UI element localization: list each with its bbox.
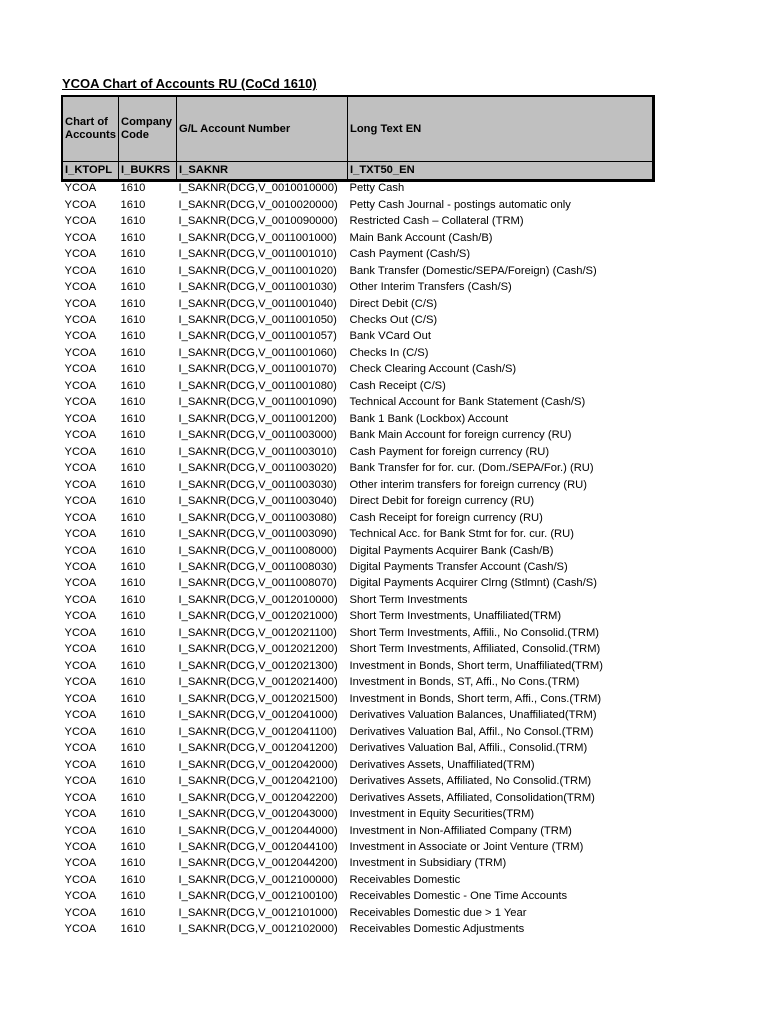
- cell-long-text: Investment in Bonds, Short term, Affi., Cons.(TRM): [349, 692, 602, 705]
- table-row: [63, 394, 653, 410]
- cell-gl-account: I_SAKNR(DCG,V_0012043000): [178, 808, 338, 821]
- cell-long-text: Derivatives Valuation Balances, Unaffiliated(TRM): [349, 709, 597, 722]
- cell-long-text: Direct Debit for foreign currency (RU): [349, 495, 535, 508]
- cell-gl-account: I_SAKNR(DCG,V_0011003020): [178, 462, 337, 475]
- cell-gl-account: I_SAKNR(DCG,V_0012021300): [178, 659, 338, 672]
- cell-long-text: Short Term Investments, Affiliated, Consolid.(TRM): [349, 643, 601, 656]
- cell-company-code: 1610: [120, 709, 146, 722]
- cell-gl-account: I_SAKNR(DCG,V_0012044100): [178, 840, 338, 853]
- table-row: [63, 888, 653, 904]
- cell-chart-of-accounts: YCOA: [64, 198, 97, 211]
- cell-long-text: Bank Transfer (Domestic/SEPA/Foreign) (Cash/S): [349, 264, 597, 277]
- table-row: [63, 542, 653, 558]
- cell-company-code: 1610: [120, 626, 146, 639]
- table-row: [63, 509, 653, 525]
- cell-company-code: 1610: [120, 182, 146, 195]
- table-row: [63, 526, 653, 542]
- cell-long-text: Other interim transfers for foreign currency (RU): [349, 478, 587, 491]
- cell-long-text: Checks In (C/S): [349, 346, 429, 359]
- cell-long-text: Digital Payments Transfer Account (Cash/S): [349, 561, 568, 574]
- field-ktopl: I_KTOPL: [63, 162, 119, 180]
- table-body: [63, 180, 653, 938]
- table-row: [63, 444, 653, 460]
- table-row: [63, 213, 653, 229]
- cell-company-code: 1610: [120, 873, 146, 886]
- cell-chart-of-accounts: YCOA: [64, 462, 97, 475]
- table-row: [63, 773, 653, 789]
- cell-chart-of-accounts: YCOA: [64, 626, 97, 639]
- cell-chart-of-accounts: YCOA: [64, 396, 97, 409]
- table-row: [63, 460, 653, 476]
- cell-long-text: Bank VCard Out: [349, 330, 431, 343]
- cell-long-text: Digital Payments Acquirer Bank (Cash/B): [349, 544, 554, 557]
- cell-company-code: 1610: [120, 840, 146, 853]
- table-row: [63, 345, 653, 361]
- table-row: [63, 328, 653, 344]
- cell-gl-account: I_SAKNR(DCG,V_0011003080): [178, 511, 337, 524]
- cell-company-code: 1610: [120, 528, 146, 541]
- cell-gl-account: I_SAKNR(DCG,V_0012041000): [178, 709, 338, 722]
- cell-company-code: 1610: [120, 561, 146, 574]
- table-row: [63, 229, 653, 245]
- cell-chart-of-accounts: YCOA: [64, 313, 97, 326]
- column-header-row: [63, 97, 653, 162]
- cell-long-text: Receivables Domestic - One Time Accounts: [349, 890, 568, 903]
- accounts-table: [62, 96, 653, 938]
- table-row: [63, 905, 653, 921]
- cell-gl-account: I_SAKNR(DCG,V_0012044200): [178, 857, 338, 870]
- cell-chart-of-accounts: YCOA: [64, 264, 97, 277]
- cell-gl-account: I_SAKNR(DCG,V_0011001040): [178, 297, 337, 310]
- table-row: [63, 427, 653, 443]
- table-row: [63, 822, 653, 838]
- cell-chart-of-accounts: YCOA: [64, 412, 97, 425]
- table-row: [63, 295, 653, 311]
- cell-long-text: Investment in Bonds, Short term, Unaffiliated(TRM): [349, 659, 603, 672]
- cell-gl-account: I_SAKNR(DCG,V_0012021200): [178, 643, 338, 656]
- cell-gl-account: I_SAKNR(DCG,V_0011008000): [178, 544, 337, 557]
- cell-chart-of-accounts: YCOA: [64, 445, 97, 458]
- cell-gl-account: I_SAKNR(DCG,V_0011001200): [178, 412, 337, 425]
- cell-gl-account: I_SAKNR(DCG,V_0012042200): [178, 791, 338, 804]
- cell-chart-of-accounts: YCOA: [64, 873, 97, 886]
- cell-company-code: 1610: [120, 824, 146, 837]
- cell-gl-account: I_SAKNR(DCG,V_0011001050): [178, 313, 337, 326]
- cell-chart-of-accounts: YCOA: [64, 593, 97, 606]
- cell-long-text: Short Term Investments, Affili., No Consolid.(TRM): [349, 626, 600, 639]
- table-row: [63, 641, 653, 657]
- cell-company-code: 1610: [120, 593, 146, 606]
- cell-company-code: 1610: [120, 264, 146, 277]
- field-name-row: [63, 162, 653, 180]
- table-row: [63, 855, 653, 871]
- cell-chart-of-accounts: YCOA: [64, 231, 97, 244]
- table-row: [63, 378, 653, 394]
- cell-gl-account: I_SAKNR(DCG,V_0012010000): [178, 593, 338, 606]
- cell-chart-of-accounts: YCOA: [64, 659, 97, 672]
- field-saknr: I_SAKNR: [177, 162, 348, 180]
- cell-long-text: Investment in Non-Affiliated Company (TRM): [349, 824, 572, 837]
- cell-gl-account: I_SAKNR(DCG,V_0011003010): [178, 445, 337, 458]
- cell-long-text: Derivatives Assets, Affiliated, Consolidation(TRM): [349, 791, 595, 804]
- cell-company-code: 1610: [120, 215, 146, 228]
- cell-chart-of-accounts: YCOA: [64, 429, 97, 442]
- cell-chart-of-accounts: YCOA: [64, 577, 97, 590]
- cell-gl-account: I_SAKNR(DCG,V_0012021400): [178, 676, 338, 689]
- cell-company-code: 1610: [120, 725, 146, 738]
- cell-gl-account: I_SAKNR(DCG,V_0010090000): [178, 215, 338, 228]
- header-gl-account-number: G/L Account Number: [177, 97, 348, 162]
- cell-chart-of-accounts: YCOA: [64, 561, 97, 574]
- cell-long-text: Short Term Investments: [349, 593, 468, 606]
- document-page: [62, 76, 653, 938]
- table-row: [63, 180, 653, 197]
- cell-company-code: 1610: [120, 198, 146, 211]
- cell-gl-account: I_SAKNR(DCG,V_0011001000): [178, 231, 337, 244]
- table-row: [63, 312, 653, 328]
- cell-chart-of-accounts: YCOA: [64, 215, 97, 228]
- cell-long-text: Receivables Domestic: [349, 873, 461, 886]
- cell-long-text: Digital Payments Acquirer Clrng (Stlmnt) (Cash/S): [349, 577, 597, 590]
- cell-company-code: 1610: [120, 429, 146, 442]
- cell-chart-of-accounts: YCOA: [64, 709, 97, 722]
- cell-company-code: 1610: [120, 248, 146, 261]
- document-title: YCOA Chart of Accounts RU (CoCd 1610): [62, 76, 317, 91]
- cell-long-text: Bank 1 Bank (Lockbox) Account: [349, 412, 509, 425]
- cell-chart-of-accounts: YCOA: [64, 824, 97, 837]
- field-txt50-en: I_TXT50_EN: [348, 162, 653, 180]
- table-row: [63, 361, 653, 377]
- header-chart-of-accounts: Chart of Accounts: [63, 97, 119, 162]
- cell-company-code: 1610: [120, 742, 146, 755]
- cell-chart-of-accounts: YCOA: [64, 363, 97, 376]
- cell-long-text: Cash Payment for foreign currency (RU): [349, 445, 550, 458]
- cell-company-code: 1610: [120, 445, 146, 458]
- table-row: [63, 608, 653, 624]
- table-row: [63, 493, 653, 509]
- cell-chart-of-accounts: YCOA: [64, 890, 97, 903]
- cell-long-text: Derivatives Assets, Affiliated, No Consolid.(TRM): [349, 775, 592, 788]
- cell-chart-of-accounts: YCOA: [64, 528, 97, 541]
- header-company-code: Company Code: [119, 97, 177, 162]
- cell-gl-account: I_SAKNR(DCG,V_0012044000): [178, 824, 338, 837]
- table-row: [63, 625, 653, 641]
- table-row: [63, 872, 653, 888]
- cell-chart-of-accounts: YCOA: [64, 511, 97, 524]
- cell-long-text: Receivables Domestic due > 1 Year: [349, 906, 527, 919]
- cell-chart-of-accounts: YCOA: [64, 676, 97, 689]
- cell-company-code: 1610: [120, 478, 146, 491]
- cell-long-text: Technical Account for Bank Statement (Cash/S): [349, 396, 586, 409]
- cell-gl-account: I_SAKNR(DCG,V_0012021500): [178, 692, 338, 705]
- cell-long-text: Short Term Investments, Unaffiliated(TRM): [349, 610, 562, 623]
- cell-chart-of-accounts: YCOA: [64, 742, 97, 755]
- cell-company-code: 1610: [120, 758, 146, 771]
- cell-gl-account: I_SAKNR(DCG,V_0012101000): [178, 906, 338, 919]
- table-row: [63, 559, 653, 575]
- cell-company-code: 1610: [120, 231, 146, 244]
- table-row: [63, 674, 653, 690]
- cell-gl-account: I_SAKNR(DCG,V_0011003030): [178, 478, 337, 491]
- cell-gl-account: I_SAKNR(DCG,V_0010010000): [178, 182, 338, 195]
- cell-chart-of-accounts: YCOA: [64, 330, 97, 343]
- cell-company-code: 1610: [120, 379, 146, 392]
- table-row: [63, 740, 653, 756]
- cell-gl-account: I_SAKNR(DCG,V_0012042000): [178, 758, 338, 771]
- cell-chart-of-accounts: YCOA: [64, 808, 97, 821]
- cell-company-code: 1610: [120, 495, 146, 508]
- cell-company-code: 1610: [120, 281, 146, 294]
- cell-chart-of-accounts: YCOA: [64, 643, 97, 656]
- cell-gl-account: I_SAKNR(DCG,V_0012100100): [178, 890, 338, 903]
- table-row: [63, 921, 653, 937]
- cell-company-code: 1610: [120, 775, 146, 788]
- table-row: [63, 592, 653, 608]
- cell-long-text: Receivables Domestic Adjustments: [349, 923, 525, 936]
- cell-company-code: 1610: [120, 923, 146, 936]
- cell-gl-account: I_SAKNR(DCG,V_0011001057): [178, 330, 337, 343]
- cell-gl-account: I_SAKNR(DCG,V_0012021100): [178, 626, 337, 639]
- cell-chart-of-accounts: YCOA: [64, 297, 97, 310]
- cell-chart-of-accounts: YCOA: [64, 725, 97, 738]
- cell-gl-account: I_SAKNR(DCG,V_0012042100): [178, 775, 338, 788]
- cell-company-code: 1610: [120, 676, 146, 689]
- table-row: [63, 262, 653, 278]
- cell-long-text: Technical Acc. for Bank Stmt for for. cur. (RU): [349, 528, 574, 541]
- cell-company-code: 1610: [120, 791, 146, 804]
- cell-gl-account: I_SAKNR(DCG,V_0012041100): [178, 725, 337, 738]
- cell-chart-of-accounts: YCOA: [64, 610, 97, 623]
- cell-gl-account: I_SAKNR(DCG,V_0011003040): [178, 495, 337, 508]
- cell-company-code: 1610: [120, 396, 146, 409]
- cell-chart-of-accounts: YCOA: [64, 281, 97, 294]
- cell-company-code: 1610: [120, 808, 146, 821]
- cell-gl-account: I_SAKNR(DCG,V_0012100000): [178, 873, 338, 886]
- cell-long-text: Checks Out (C/S): [349, 313, 438, 326]
- cell-gl-account: I_SAKNR(DCG,V_0011003090): [178, 528, 337, 541]
- cell-chart-of-accounts: YCOA: [64, 923, 97, 936]
- table-row: [63, 839, 653, 855]
- cell-gl-account: I_SAKNR(DCG,V_0011001080): [178, 379, 337, 392]
- table-header: [63, 97, 653, 180]
- cell-company-code: 1610: [120, 412, 146, 425]
- cell-company-code: 1610: [120, 890, 146, 903]
- table-row: [63, 575, 653, 591]
- cell-gl-account: I_SAKNR(DCG,V_0011001030): [178, 281, 337, 294]
- cell-gl-account: I_SAKNR(DCG,V_0010020000): [178, 198, 338, 211]
- cell-chart-of-accounts: YCOA: [64, 495, 97, 508]
- cell-company-code: 1610: [120, 544, 146, 557]
- cell-gl-account: I_SAKNR(DCG,V_0011001090): [178, 396, 337, 409]
- cell-chart-of-accounts: YCOA: [64, 791, 97, 804]
- cell-company-code: 1610: [120, 330, 146, 343]
- cell-chart-of-accounts: YCOA: [64, 758, 97, 771]
- field-bukrs: I_BUKRS: [119, 162, 177, 180]
- cell-gl-account: I_SAKNR(DCG,V_0012041200): [178, 742, 338, 755]
- table-row: [63, 691, 653, 707]
- table-row: [63, 756, 653, 772]
- cell-gl-account: I_SAKNR(DCG,V_0011001060): [178, 346, 337, 359]
- cell-company-code: 1610: [120, 313, 146, 326]
- table-row: [63, 789, 653, 805]
- cell-long-text: Petty Cash Journal - postings automatic only: [349, 198, 571, 211]
- table-row: [63, 806, 653, 822]
- table-row: [63, 196, 653, 212]
- cell-long-text: Bank Transfer for for. cur. (Dom./SEPA/For.) (RU): [349, 462, 594, 475]
- cell-long-text: Investment in Subsidiary (TRM): [349, 857, 507, 870]
- cell-chart-of-accounts: YCOA: [64, 248, 97, 261]
- cell-long-text: Derivatives Valuation Bal, Affil., No Consol.(TRM): [349, 725, 594, 738]
- cell-gl-account: I_SAKNR(DCG,V_0011001070): [178, 363, 337, 376]
- cell-long-text: Investment in Bonds, ST, Affi., No Cons.(TRM): [349, 676, 580, 689]
- table-row: [63, 279, 653, 295]
- cell-company-code: 1610: [120, 511, 146, 524]
- cell-long-text: Cash Receipt (C/S): [349, 379, 446, 392]
- cell-company-code: 1610: [120, 692, 146, 705]
- cell-gl-account: I_SAKNR(DCG,V_0011008030): [178, 561, 337, 574]
- table-row: [63, 476, 653, 492]
- table-row: [63, 246, 653, 262]
- cell-company-code: 1610: [120, 857, 146, 870]
- table-row: [63, 723, 653, 739]
- cell-gl-account: I_SAKNR(DCG,V_0011003000): [178, 429, 337, 442]
- cell-chart-of-accounts: YCOA: [64, 692, 97, 705]
- cell-gl-account: I_SAKNR(DCG,V_0011001020): [178, 264, 337, 277]
- cell-chart-of-accounts: YCOA: [64, 775, 97, 788]
- cell-chart-of-accounts: YCOA: [64, 857, 97, 870]
- cell-company-code: 1610: [120, 462, 146, 475]
- cell-company-code: 1610: [120, 610, 146, 623]
- cell-long-text: Other Interim Transfers (Cash/S): [349, 281, 512, 294]
- cell-long-text: Bank Main Account for foreign currency (RU): [349, 429, 572, 442]
- table-row: [63, 658, 653, 674]
- cell-gl-account: I_SAKNR(DCG,V_0012102000): [178, 923, 338, 936]
- table-row: [63, 411, 653, 427]
- cell-company-code: 1610: [120, 643, 146, 656]
- cell-chart-of-accounts: YCOA: [64, 182, 97, 195]
- cell-long-text: Cash Receipt for foreign currency (RU): [349, 511, 543, 524]
- cell-long-text: Check Clearing Account (Cash/S): [349, 363, 517, 376]
- cell-chart-of-accounts: YCOA: [64, 478, 97, 491]
- table-row: [63, 707, 653, 723]
- cell-long-text: Direct Debit (C/S): [349, 297, 438, 310]
- cell-company-code: 1610: [120, 363, 146, 376]
- cell-long-text: Main Bank Account (Cash/B): [349, 231, 493, 244]
- header-long-text-en: Long Text EN: [348, 97, 653, 162]
- cell-company-code: 1610: [120, 346, 146, 359]
- cell-company-code: 1610: [120, 577, 146, 590]
- cell-long-text: Investment in Equity Securities(TRM): [349, 808, 535, 821]
- cell-chart-of-accounts: YCOA: [64, 840, 97, 853]
- cell-company-code: 1610: [120, 906, 146, 919]
- cell-chart-of-accounts: YCOA: [64, 544, 97, 557]
- cell-long-text: Derivatives Valuation Bal, Affili., Consolid.(TRM): [349, 742, 588, 755]
- cell-long-text: Cash Payment (Cash/S): [349, 248, 471, 261]
- cell-gl-account: I_SAKNR(DCG,V_0011001010): [178, 248, 337, 261]
- cell-long-text: Petty Cash: [349, 182, 405, 195]
- cell-chart-of-accounts: YCOA: [64, 906, 97, 919]
- cell-long-text: Investment in Associate or Joint Venture (TRM): [349, 840, 584, 853]
- cell-gl-account: I_SAKNR(DCG,V_0012021000): [178, 610, 338, 623]
- cell-company-code: 1610: [120, 297, 146, 310]
- cell-chart-of-accounts: YCOA: [64, 346, 97, 359]
- cell-long-text: Derivatives Assets, Unaffiliated(TRM): [349, 758, 535, 771]
- cell-gl-account: I_SAKNR(DCG,V_0011008070): [178, 577, 337, 590]
- cell-chart-of-accounts: YCOA: [64, 379, 97, 392]
- cell-company-code: 1610: [120, 659, 146, 672]
- cell-long-text: Restricted Cash – Collateral (TRM): [349, 215, 524, 228]
